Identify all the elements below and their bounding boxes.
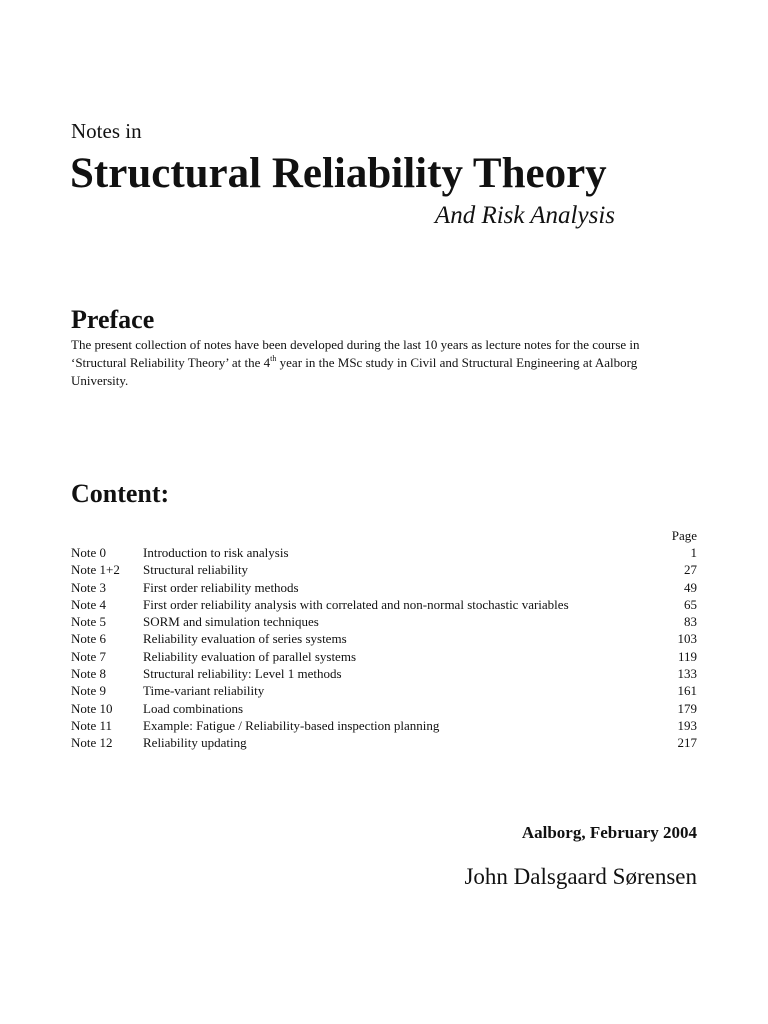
toc-row-note-10	[71, 700, 697, 717]
toc-row-note-12	[71, 734, 697, 751]
toc-note-title: Reliability updating	[143, 735, 247, 751]
table-of-contents	[71, 544, 697, 752]
toc-page-number: 133	[677, 666, 697, 682]
toc-note-title: First order reliability methods	[143, 579, 299, 595]
toc-note-label: Note 6	[71, 631, 107, 647]
toc-note-title: Reliability evaluation of series systems	[143, 631, 347, 647]
toc-note-title: SORM and simulation techniques	[143, 614, 319, 630]
preface-superscript: th	[270, 353, 277, 363]
toc-page-column-header: Page	[671, 528, 697, 543]
toc-note-label: Note 1+2	[71, 562, 120, 578]
toc-row-note-5	[71, 613, 697, 630]
toc-note-label: Note 10	[71, 700, 113, 716]
author-name: John Dalsgaard Sørensen	[464, 864, 697, 889]
toc-note-label: Note 11	[71, 717, 113, 733]
toc-note-label: Note 4	[71, 596, 107, 612]
toc-note-title: Introduction to risk analysis	[143, 545, 289, 560]
toc-row-note-8	[71, 665, 697, 682]
toc-page-number: 27	[684, 562, 697, 578]
toc-note-label: Note 7	[71, 648, 107, 664]
toc-note-title: Time-variant reliability	[143, 683, 265, 699]
toc-row-note-4	[71, 596, 697, 613]
toc-note-title: Structural reliability: Level 1 methods	[143, 666, 342, 682]
preface-paragraph	[71, 336, 691, 390]
toc-page-number: 161	[677, 683, 698, 699]
toc-page-number: 83	[684, 614, 698, 630]
toc-note-title: Reliability evaluation of parallel systems	[143, 648, 357, 664]
toc-row-note-6	[71, 630, 697, 647]
content-heading: Content:	[71, 479, 170, 508]
toc-row-note-7	[71, 648, 697, 665]
toc-note-title: Structural reliability	[143, 562, 249, 578]
document-title: Structural Reliability Theory	[70, 150, 607, 197]
toc-note-label: Note 3	[71, 579, 107, 595]
toc-page-number: 1	[690, 545, 698, 560]
toc-page-number: 65	[684, 596, 697, 612]
toc-page-number: 217	[677, 735, 698, 751]
toc-page-number: 103	[677, 631, 698, 647]
toc-row-note-1-2	[71, 561, 697, 578]
toc-page-number: 193	[677, 717, 698, 733]
toc-note-title: Load combinations	[143, 700, 244, 716]
toc-note-label: Note 0	[71, 545, 107, 560]
place-and-date: Aalborg, February 2004	[521, 823, 697, 842]
toc-note-title: Example: Fatigue / Reliability-based inspection planning	[143, 717, 440, 733]
toc-page-number: 49	[684, 579, 697, 595]
preface-text-part-2: year in the MSc study in Civil and Structural Engineering at Aalborg University.	[71, 355, 638, 388]
toc-page-number: 119	[677, 648, 698, 664]
toc-row-note-9	[71, 682, 697, 699]
toc-row-note-3	[71, 579, 697, 596]
toc-note-label: Note 12	[71, 735, 113, 751]
toc-page-number: 179	[677, 700, 698, 716]
toc-row-note-11	[71, 717, 697, 734]
toc-note-label: Note 8	[71, 666, 107, 682]
preface-text-part-1: The present collection of notes have been developed during the last 10 years as lecture notes for the course in ‘Structural Reliability Theory’ at the 4	[71, 337, 640, 370]
toc-note-label: Note 5	[71, 614, 107, 630]
toc-row-note-0	[71, 544, 697, 561]
document-subtitle: And Risk Analysis	[434, 202, 615, 229]
toc-note-title: First order reliability analysis with correlated and non-normal stochastic variables	[143, 596, 569, 612]
title-prefix: Notes in	[71, 119, 142, 143]
preface-heading: Preface	[71, 305, 155, 334]
toc-note-label: Note 9	[71, 683, 107, 699]
